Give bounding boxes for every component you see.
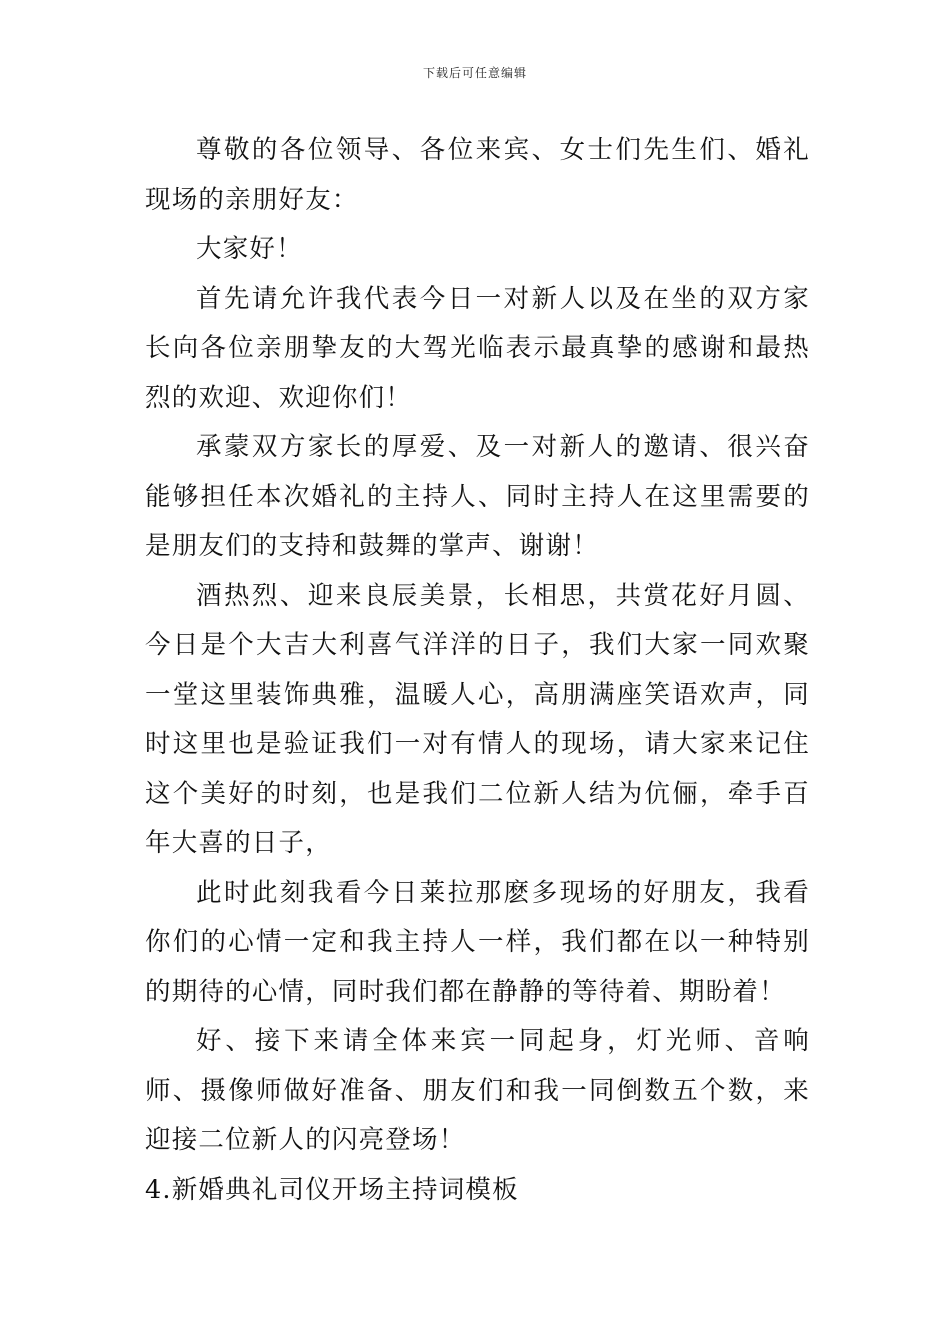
- paragraph-hello: 大家好！: [196, 234, 303, 264]
- paragraph-anticipation: 此时此刻我看今日莱拉那麽多现场的好朋友，我看你们的心情一定和我主持人一样，我们都在以一种特别的期待的心情，同时我们都在静静的等待着、期盼着！: [145, 877, 810, 1007]
- page-header: 下载后可任意编辑: [422, 66, 527, 80]
- document-body: [145, 126, 810, 1215]
- paragraph-host-intro: 承蒙双方家长的厚爱、及一对新人的邀请、很兴奋能够担任本次婚礼的主持人、同时主持人在这里需要的是朋友们的支持和鼓舞的掌声、谢谢！: [145, 432, 810, 561]
- paragraph-greeting: 尊敬的各位领导、各位来宾、女士们先生们、婚礼现场的亲朋好友：: [145, 135, 810, 215]
- paragraph-occasion: 酒热烈、迎来良辰美景，长相思，共赏花好月圆、今日是个大吉大利喜气洋洋的日子，我们大家一同欢聚一堂这里装饰典雅，温暖人心，高朋满座笑语欢声，同时这里也是验证我们一对有情人的现场，请大家来记住这个美好的时刻，也是我们二位新人结为伉俪，牵手百年大喜的日子，: [145, 580, 810, 858]
- paragraph-welcome: 首先请允许我代表今日一对新人以及在坐的双方家长向各位亲朋挚友的大驾光临表示最真挚的感谢和最热烈的欢迎、欢迎你们！: [145, 283, 810, 413]
- paragraph-countdown: 好、接下来请全体来宾一同起身，灯光师、音响师、摄像师做好准备、朋友们和我一同倒数五个数，来迎接二位新人的闪亮登场！: [145, 1026, 810, 1155]
- section-heading: 4.新婚典礼司仪开场主持词模板: [145, 1174, 519, 1205]
